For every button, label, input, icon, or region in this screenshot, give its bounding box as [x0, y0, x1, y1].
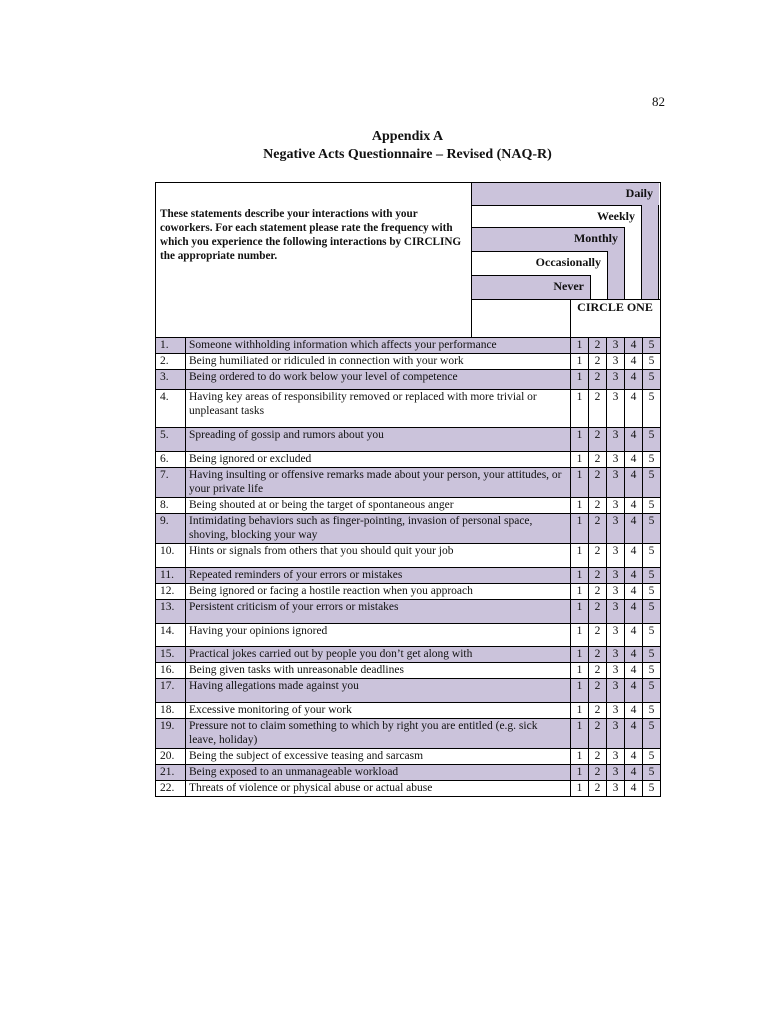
table-row — [156, 663, 661, 679]
rating-option[interactable]: 4 — [625, 514, 643, 544]
rating-option[interactable]: 3 — [607, 390, 625, 428]
rating-option[interactable]: 2 — [589, 354, 607, 370]
rating-option[interactable]: 4 — [625, 390, 643, 428]
table-row — [156, 468, 661, 498]
rating-option[interactable]: 2 — [589, 749, 607, 765]
table-row — [156, 703, 661, 719]
rating-option[interactable]: 1 — [571, 663, 589, 679]
rating-option[interactable]: 4 — [625, 354, 643, 370]
rating-option[interactable]: 4 — [625, 568, 643, 584]
rating-option[interactable]: 5 — [643, 765, 661, 781]
rating-option[interactable]: 4 — [625, 370, 643, 390]
rating-option[interactable]: 2 — [589, 514, 607, 544]
table-row — [156, 514, 661, 544]
table-row — [156, 428, 661, 452]
rating-option[interactable]: 2 — [589, 703, 607, 719]
rating-option[interactable]: 5 — [643, 428, 661, 452]
rating-option[interactable]: 4 — [625, 765, 643, 781]
item-statement: Someone withholding information which affects your performance — [186, 338, 571, 354]
table-row — [156, 544, 661, 568]
label-occasionally: Occasionally — [471, 251, 608, 275]
rating-option[interactable]: 5 — [643, 544, 661, 568]
rating-option[interactable]: 2 — [589, 390, 607, 428]
rating-option[interactable]: 2 — [589, 544, 607, 568]
rating-option[interactable]: 1 — [571, 428, 589, 452]
rating-option[interactable]: 2 — [589, 781, 607, 797]
questionnaire-table — [155, 182, 661, 797]
item-statement: Being ignored or facing a hostile reaction when you approach — [186, 584, 571, 600]
item-number: 6. — [156, 452, 186, 468]
item-statement: Excessive monitoring of your work — [186, 703, 571, 719]
table-row — [156, 600, 661, 624]
item-number: 1. — [156, 338, 186, 354]
rating-option[interactable]: 5 — [643, 584, 661, 600]
header-divider — [471, 183, 472, 338]
questionnaire-title: Negative Acts Questionnaire – Revised (NAQ-R) — [263, 147, 552, 162]
item-statement: Having key areas of responsibility removed or replaced with more trivial or unpleasant tasks — [186, 390, 571, 428]
rating-option[interactable]: 5 — [643, 624, 661, 647]
rating-option[interactable]: 4 — [625, 544, 643, 568]
rating-option[interactable]: 1 — [571, 781, 589, 797]
item-number: 10. — [156, 544, 186, 568]
rating-option[interactable]: 1 — [571, 719, 589, 749]
item-statement: Being humiliated or ridiculed in connection with your work — [186, 354, 571, 370]
rating-option[interactable]: 5 — [643, 663, 661, 679]
rating-option[interactable]: 2 — [589, 338, 607, 354]
item-statement: Being ordered to do work below your level of competence — [186, 370, 571, 390]
item-number: 3. — [156, 370, 186, 390]
label-never: Never — [471, 275, 591, 299]
rating-option[interactable]: 4 — [625, 624, 643, 647]
item-statement: Hints or signals from others that you should quit your job — [186, 544, 571, 568]
rating-option[interactable]: 4 — [625, 338, 643, 354]
appendix-title: Appendix A — [371, 129, 444, 144]
rating-option[interactable]: 4 — [625, 428, 643, 452]
rating-option[interactable]: 1 — [571, 354, 589, 370]
item-number: 14. — [156, 624, 186, 647]
circle-one-label: CIRCLE ONE — [577, 300, 653, 314]
table-row — [156, 624, 661, 647]
rating-option[interactable]: 2 — [589, 498, 607, 514]
monthly-column-fill — [625, 227, 642, 300]
table-row — [156, 781, 661, 797]
table-row — [156, 647, 661, 663]
table-row — [156, 390, 661, 428]
rating-option[interactable]: 2 — [589, 568, 607, 584]
rating-option[interactable]: 3 — [607, 428, 625, 452]
rating-option[interactable]: 2 — [589, 452, 607, 468]
rating-option[interactable]: 1 — [571, 370, 589, 390]
rating-option[interactable]: 4 — [625, 719, 643, 749]
rating-option[interactable]: 2 — [589, 584, 607, 600]
rating-option[interactable]: 1 — [571, 390, 589, 428]
rating-option[interactable]: 4 — [625, 498, 643, 514]
rating-option[interactable]: 2 — [589, 719, 607, 749]
rating-option[interactable]: 5 — [643, 514, 661, 544]
rating-option[interactable]: 2 — [589, 428, 607, 452]
item-number: 19. — [156, 719, 186, 749]
item-number: 20. — [156, 749, 186, 765]
rating-option[interactable]: 1 — [571, 765, 589, 781]
item-statement: Intimidating behaviors such as finger-pointing, invasion of personal space, shoving, blocking your way — [186, 514, 571, 544]
item-statement: Pressure not to claim something to which by right you are entitled (e.g. sick leave, holiday) — [186, 719, 571, 749]
rating-option[interactable]: 3 — [607, 679, 625, 703]
item-number: 18. — [156, 703, 186, 719]
item-statement: Having allegations made against you — [186, 679, 571, 703]
rating-option[interactable]: 3 — [607, 514, 625, 544]
rating-option[interactable]: 1 — [571, 600, 589, 624]
rating-option[interactable]: 1 — [571, 498, 589, 514]
table-row — [156, 679, 661, 703]
rating-option[interactable]: 4 — [625, 584, 643, 600]
rating-option[interactable]: 5 — [643, 703, 661, 719]
rating-option[interactable]: 3 — [607, 498, 625, 514]
page-number: 82 — [652, 94, 665, 109]
item-statement: Being ignored or excluded — [186, 452, 571, 468]
rating-option[interactable]: 1 — [571, 514, 589, 544]
rating-option[interactable]: 5 — [643, 452, 661, 468]
label-monthly: Monthly — [471, 227, 625, 251]
table-row — [156, 498, 661, 514]
header-row — [156, 183, 661, 338]
rating-option[interactable]: 3 — [607, 584, 625, 600]
rating-option[interactable]: 1 — [571, 749, 589, 765]
rating-option[interactable]: 1 — [571, 338, 589, 354]
item-number: 17. — [156, 679, 186, 703]
rating-option[interactable]: 3 — [607, 354, 625, 370]
item-number: 4. — [156, 390, 186, 428]
rating-option[interactable]: 1 — [571, 584, 589, 600]
rating-option[interactable]: 2 — [589, 663, 607, 679]
rating-option[interactable]: 3 — [607, 600, 625, 624]
rating-option[interactable]: 3 — [607, 544, 625, 568]
rating-option[interactable]: 1 — [571, 568, 589, 584]
table-row — [156, 719, 661, 749]
item-statement: Being exposed to an unmanageable workload — [186, 765, 571, 781]
rating-option[interactable]: 3 — [607, 781, 625, 797]
rating-option[interactable]: 4 — [625, 647, 643, 663]
rating-option[interactable]: 5 — [643, 390, 661, 428]
table-row — [156, 749, 661, 765]
rating-option[interactable]: 2 — [589, 370, 607, 390]
item-statement: Threats of violence or physical abuse or actual abuse — [186, 781, 571, 797]
instructions-text: These statements describe your interactions with your coworkers. For each statement please rate the frequency with which you experience the following interactions by CIRCLING the appropriate number. — [160, 208, 462, 262]
item-statement: Being given tasks with unreasonable deadlines — [186, 663, 571, 679]
rating-option[interactable]: 5 — [643, 600, 661, 624]
table-row — [156, 338, 661, 354]
rating-option[interactable]: 2 — [589, 765, 607, 781]
rating-option[interactable]: 1 — [571, 624, 589, 647]
table-row — [156, 354, 661, 370]
rating-option[interactable]: 4 — [625, 452, 643, 468]
rating-option[interactable]: 5 — [643, 679, 661, 703]
rating-option[interactable]: 3 — [607, 663, 625, 679]
item-number: 13. — [156, 600, 186, 624]
rating-option[interactable]: 4 — [625, 663, 643, 679]
rating-option[interactable]: 3 — [607, 452, 625, 468]
rating-option[interactable]: 1 — [571, 452, 589, 468]
rating-option[interactable]: 3 — [607, 568, 625, 584]
item-number: 5. — [156, 428, 186, 452]
weekly-column-fill — [642, 205, 659, 300]
never-column-fill — [591, 275, 608, 300]
rating-option[interactable]: 4 — [625, 703, 643, 719]
item-number: 8. — [156, 498, 186, 514]
item-statement: Being shouted at or being the target of spontaneous anger — [186, 498, 571, 514]
rating-option[interactable]: 3 — [607, 338, 625, 354]
table-row — [156, 584, 661, 600]
item-statement: Repeated reminders of your errors or mistakes — [186, 568, 571, 584]
rating-option[interactable]: 5 — [643, 781, 661, 797]
item-statement: Persistent criticism of your errors or mistakes — [186, 600, 571, 624]
rating-option[interactable]: 1 — [571, 679, 589, 703]
rating-option[interactable]: 3 — [607, 370, 625, 390]
item-number: 11. — [156, 568, 186, 584]
item-statement: Having insulting or offensive remarks made about your person, your attitudes, or your private life — [186, 468, 571, 498]
item-number: 16. — [156, 663, 186, 679]
rating-option[interactable]: 1 — [571, 703, 589, 719]
header-cell — [156, 183, 661, 338]
rating-option[interactable]: 3 — [607, 624, 625, 647]
table-row — [156, 452, 661, 468]
rating-option[interactable]: 1 — [571, 647, 589, 663]
rating-option[interactable]: 4 — [625, 468, 643, 498]
item-number: 9. — [156, 514, 186, 544]
rating-option[interactable]: 4 — [625, 781, 643, 797]
rating-option[interactable]: 3 — [607, 703, 625, 719]
rating-option[interactable]: 1 — [571, 468, 589, 498]
table-row — [156, 765, 661, 781]
item-number: 22. — [156, 781, 186, 797]
rating-option[interactable]: 3 — [607, 719, 625, 749]
rating-option[interactable]: 5 — [643, 498, 661, 514]
rating-option[interactable]: 2 — [589, 647, 607, 663]
rating-option[interactable]: 1 — [571, 544, 589, 568]
rating-option[interactable]: 2 — [589, 600, 607, 624]
item-statement: Practical jokes carried out by people you don’t get along with — [186, 647, 571, 663]
rating-option[interactable]: 3 — [607, 647, 625, 663]
item-statement: Having your opinions ignored — [186, 624, 571, 647]
rating-option[interactable]: 4 — [625, 600, 643, 624]
rating-option[interactable]: 3 — [607, 765, 625, 781]
rating-option[interactable]: 5 — [643, 370, 661, 390]
occasionally-column-fill — [608, 251, 625, 300]
item-number: 21. — [156, 765, 186, 781]
rating-option[interactable]: 5 — [643, 568, 661, 584]
rating-option[interactable]: 4 — [625, 749, 643, 765]
table-row — [156, 370, 661, 390]
label-weekly: Weekly — [471, 205, 642, 227]
item-statement: Being the subject of excessive teasing and sarcasm — [186, 749, 571, 765]
rating-option[interactable]: 2 — [589, 468, 607, 498]
item-number: 15. — [156, 647, 186, 663]
rating-option[interactable]: 2 — [589, 624, 607, 647]
rating-option[interactable]: 5 — [643, 468, 661, 498]
rating-option[interactable]: 3 — [607, 749, 625, 765]
label-daily: Daily — [471, 183, 659, 205]
rating-option[interactable]: 5 — [643, 749, 661, 765]
rating-option[interactable]: 2 — [589, 679, 607, 703]
table-row — [156, 568, 661, 584]
item-number: 12. — [156, 584, 186, 600]
rating-option[interactable]: 5 — [643, 338, 661, 354]
item-number: 7. — [156, 468, 186, 498]
item-statement: Spreading of gossip and rumors about you — [186, 428, 571, 452]
rating-option[interactable]: 5 — [643, 719, 661, 749]
item-number: 2. — [156, 354, 186, 370]
rating-option[interactable]: 3 — [607, 468, 625, 498]
rating-option[interactable]: 5 — [643, 647, 661, 663]
rating-option[interactable]: 4 — [625, 679, 643, 703]
rating-option[interactable]: 5 — [643, 354, 661, 370]
